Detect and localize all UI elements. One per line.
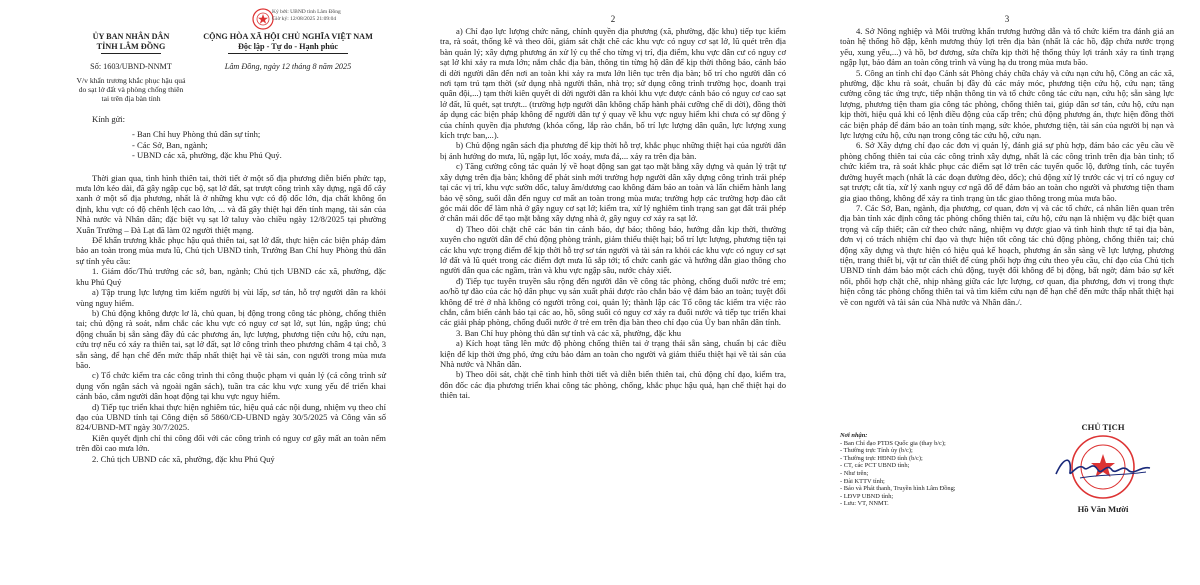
chair-name: Hồ Văn Mười — [1077, 504, 1129, 514]
paragraph: 6. Sở Xây dựng chỉ đạo các đơn vị quản lý, đánh giá sự phù hợp, đảm bảo các yêu cầu về phòng chống thiên tai của các công trình xây dựng, nhất là các công trình trên địa bàn tỉnh; tổ chức kiểm tra, rà soát khắc phục các điểm sạt lở trên các tuyến quốc lộ, đường tỉnh, các tuyến đường huyết mạch (nhất là các đoạn đường đèo, dốc); chủ động xử lý trước các vị trí có nguy cơ sạt trượt; cắt tỉa, xử lý xanh nguy cơ ngã đổ để đảm bảo an toàn cho người và phương tiện tham gia giao thông, không để xảy ra tình trạng ùn tắc giao thông trong mùa mưa bão. — [840, 140, 1174, 203]
signed-by: Ký bởi: UBND tỉnh Lâm Đồng — [272, 9, 341, 15]
section-heading: 1. Giám đốc/Thủ trưởng các sở, ban, ngành; Chủ tịch UBND các xã, phường, đặc khu Phú Quý — [76, 266, 386, 287]
nation-underline — [228, 53, 348, 54]
recipient-1: - Ban Chỉ huy Phòng thủ dân sự tỉnh; — [132, 129, 261, 140]
nation-block — [194, 32, 382, 72]
agency-line-2: TỈNH LÂM ĐỒNG — [96, 42, 166, 51]
paragraph: a) Kích hoạt tăng lên mức độ phòng chống thiên tai ở trạng thái sẵn sàng, chuẩn bị các điều kiện để kịp thời ứng phó, ứng cứu bảo đảm an toàn cho người và giảm thiểu thiệt hại về tài sản của Nhà nước và Nhân dân. — [440, 338, 786, 369]
document-number: Số: 1603/UBND-NNMT — [90, 62, 172, 71]
noi-nhan-title: Nơi nhận: — [840, 432, 868, 439]
recipient-2: - Các Sở, Ban, ngành; — [132, 139, 208, 150]
paragraph: b) Chủ động ngân sách địa phương để kịp thời hỗ trợ, khắc phục những thiệt hại của người dân bị ảnh hưởng do mưa, lũ, ngập lụt, lốc xoáy, mưa đá,... xảy ra trên địa bàn. — [440, 140, 786, 161]
paragraph: a) Tập trung lực lượng tìm kiếm người bị vùi lấp, sơ tán, hỗ trợ người dân ra khỏi vùng nguy hiểm. — [76, 287, 386, 308]
document-date: Lâm Đồng, ngày 12 tháng 8 năm 2025 — [224, 62, 352, 71]
agency-line-1: ỦY BAN NHÂN DÂN — [92, 32, 170, 41]
paragraph: Để khẩn trương khắc phục hậu quả thiên tai, sạt lở đất, thực hiện các biện pháp đảm bảo an toàn trong mùa mưa lũ, Chủ tịch UBND tỉnh, Trưởng Ban Chỉ huy Phòng thủ dân sự tỉnh yêu cầu: — [76, 235, 386, 266]
paragraph: a) Chỉ đạo lực lượng chức năng, chính quyền địa phương (xã, phường, đặc khu) tiếp tục kiểm tra, rà soát, thống kê và theo dõi, giám sát chặt chẽ các khu vực có nguy cơ sạt lở, lũ quét trên địa bàn quản lý; xây dựng phương án xử lý cụ thể cho từng vị trí, địa điểm, khu vực dân cư có nguy cơ sạt lở khi xảy ra mưa lớn; nắm chắc địa bàn, thông tin từng hộ dân để kịp thời thông báo, cảnh báo di dời người dân đến nơi an toàn khi xảy ra mưa lớn liên tục trên địa bàn; bố trí cho người dân có nơi tạm trú tạm thời (sử dụng nhà người thân, nhà trọ; sử dụng công trình trường học, doanh trại quân đội,...) tạm thời kiên quyết di dời người dân ra khỏi khu vực được cảnh báo có nguy cơ cao sạt lở đất, lũ quét, sạt trượt... (trường hợp người dân không chấp hành phải cưỡng chế di dời), đồng thời áp dụng các biện pháp không để người dân tự ý quay về khu vực nguy hiểm khi chưa có sự đồng ý của chính quyền địa phương (khóa cổng, lắp rào chắn, bố trí lực lượng dân quân, lực lượng xung kích trực ban,...). — [440, 26, 786, 141]
noi-nhan-block — [840, 432, 1030, 508]
page-number: 3 — [1004, 14, 1010, 24]
paragraph: 7. Các Sở, Ban, ngành, địa phương, cơ quan, đơn vị và các tổ chức, cá nhân liên quan trên địa bàn tỉnh xác định công tác phòng chống thiên tai, cứu hộ, cứu nạn là nhiệm vụ đặc biệt quan trọng và cấp thiết; căn cứ theo chức năng, nhiệm vụ được giao và tình hình thực tế tại địa bàn, đơn vị có trách nhiệm chỉ đạo và thực hiện tốt công tác chủ động phòng, chống thiên tai; chủ động xây dựng và thực hiện có hiệu quả kế hoạch, phương án sẵn sàng về lực lượng, phương tiện, trang thiết bị, vật tư cần thiết để củng phối hợp ứng cứu theo yêu cầu, chỉ đạo của Chủ tịch UBND tỉnh đảm bảo một cách chủ động, tuyệt đối không để bị động, bất ngờ; đảm bảo sự kết nối, phối hợp chặt chẽ, nhịp nhàng giữa các lực lượng, cơ quan, địa phương, đơn vị trong thực hiện công tác phòng chống thiên tai và tìm kiếm cứu nạn để hạn chế đến mức thấp nhất thiệt hại về con người và tài sản của Nhà nước và Nhân dân./. — [840, 202, 1174, 307]
section-heading: 3. Ban Chỉ huy phòng thủ dân sự tỉnh và các xã, phường, đặc khu — [456, 327, 682, 338]
official-seal — [1070, 434, 1136, 500]
paragraph: Thời gian qua, tình hình thiên tai, thời tiết ở một số địa phương diễn biến phức tạp, mưa lớn kéo dài, đã gây ngập cục bộ, sạt lở đất, sạt trượt công trình xây dựng, ngã đổ cây xanh ở một số địa phương, nhất là ở những khu vực có độ dốc lớn, địa chất không ổn định, khu vực có độ chênh lệch cao lớn, ... và đã gây thiệt hại đến tính mạng, tài sản của Nhà nước và Nhân dân; đặc biệt vụ sạt lở taluy vào chiều ngày 12/8/2025 tại phường Xuân Trường – Đà Lạt đã làm 02 người thiệt mạng. — [76, 172, 386, 235]
section-heading: 2. Chủ tịch UBND các xã, phường, đặc khu Phú Quý — [92, 453, 275, 464]
page-number: 2 — [610, 14, 616, 24]
paragraph: 4. Sở Nông nghiệp và Môi trường khẩn trương hướng dẫn và tổ chức kiểm tra đánh giá an toàn hệ thống hồ đập, kênh mương thủy lợi trên địa bàn (nhất là các hồ, đập chứa nước trọng yếu, xung yếu,...) và hồ, bơ đương, sửa chữa kịp thời hệ thống thủy lợi tránh xảy ra tình trạng ngập lụt, bảo đảm an toàn công trình và vùng hạ du trong mùa mưa bão. — [840, 26, 1174, 68]
noi-nhan-item: - LĐVP UBND tỉnh; — [840, 492, 894, 500]
noi-nhan-item: - Lưu: VT, NNMT. — [840, 500, 889, 508]
paragraph: d) Theo dõi chặt chẽ các bản tin cảnh báo, dự báo; thông báo, hướng dẫn kịp thời, thường xuyên cho người dân để chủ động phòng tránh, giảm thiểu thiệt hại; bố trí lực lượng, phương tiện tại các khu vực trọng điểm để kịp thời hỗ trợ sơ tán người và tài sản ra khỏi các khu vực có nguy cơ sạt lở đất và lũ quét trong các điểm đợt mưa lũ sắp tới; tổ chức canh gác và hướng dẫn giao thông cho người dân qua các ngầm, tràn và khu vực ngập sâu, nước chảy xiết. — [440, 223, 786, 276]
recipients-block — [76, 114, 386, 161]
paragraph: b) Chủ động không được lơ là, chủ quan, bị động trong công tác phòng, chống thiên tai; chủ động rà soát, nắm chắc các khu vực có nguy cơ sạt lở, sụt lún, ngập úng; chủ động chuẩn bị sẵn sàng đầy đủ các phương án, lực lượng, phương tiện cứu hộ, cứu nạn, cứu trợ nếu có xảy ra thiên tai, sạt lở đất, sạt lở công trình theo phương châm 4 tại chỗ, 3 sẵn sàng, để hạn chế đến mức thấp nhất thiệt hại về tài sản, con người trong mùa mưa bão. — [76, 307, 386, 370]
noi-nhan-item: - Như trên; — [840, 469, 869, 477]
noi-nhan-item: - CT, các PCT UBND tỉnh; — [840, 462, 910, 470]
greeting: Kính gửi: — [92, 114, 126, 124]
paragraph: Kiên quyết định chỉ thi công đối với các công trình có nguy cơ gây mất an toàn nếm trên đồi cao mưa lớn. — [76, 432, 386, 454]
noi-nhan-item: - Ban Chỉ đạo PTDS Quốc gia (thay b/c); — [840, 439, 946, 447]
paragraph: b) Theo dõi sát, chặt chẽ tình hình thời tiết và diễn biến thiên tai, chủ động chỉ đạo, kiểm tra, đôn đốc các địa phương triển khai công tác phòng, chống, khắc phục hậu quả, hạn chế thiệt hại do thiên tai. — [440, 369, 786, 401]
agency-block — [76, 32, 186, 103]
noi-nhan-item: - Thường trực HĐND tỉnh (b/c); — [840, 454, 923, 462]
paragraph: d) Tiếp tục triển khai thực hiện nghiêm túc, hiệu quả các nội dung, nhiệm vụ theo chỉ đạo của UBND tỉnh tại Công điện số 5860/CĐ-UBND ngày 30/5/2025 và Công văn số 824/UBND-MT ngày 30/7/2025. — [76, 401, 386, 433]
paragraph: 5. Công an tỉnh chỉ đạo Cảnh sát Phòng cháy chữa cháy và cứu nạn cứu hộ, Công an các xã, phường, đặc khu rà soát, chuẩn bị đầy đủ các máy móc, phương tiện cứu hộ, cứu nạn; tăng cường công tác ứng trực, tiếp nhận thông tin và tổ chức công tác cứu nạn, cứu hộ; sẵn sàng lực lượng, phương tiện tham gia công tác phòng, chống thiên tai, giúp dân sơ tán, cứu hộ, cứu nạn kịp thời, hiệu quả khi có lệnh điều động của cấp trên; chủ động phương án, thực hiện đồng thời các biện pháp để đảm bảo an toàn tính mạng, sức khỏe, phương tiện, tài sản của người bị nạn và lực lượng cứu hộ, cứu nạn trong công tác cứu hộ, cứu nạn. — [840, 67, 1174, 141]
nation-line-2: Độc lập - Tự do - Hạnh phúc — [237, 42, 339, 51]
document-header — [76, 6, 386, 103]
digital-signature-seal-icon — [252, 8, 274, 30]
paragraph: đ) Tiếp tục tuyên truyền sâu rộng đến người dân về công tác phòng, chống đuối nước trẻ em; ao/hồ tự đào của các hộ dân phục vụ sản xuất phải được rào chắn bảo vệ đảm bảo an toàn; tuyệt đối không để trẻ ở nhà không có người trông coi, quản lý; thành lập các Tổ công tác kiểm tra việc rào chắn, cắm biển cảnh báo tại các ao, hồ, sông suối có nguy cơ xảy ra đuối nước và tiếp tục triển khai các giải pháp phòng, chống đuối nước ở trẻ em trên địa bàn theo chỉ đạo của Ủy ban nhân dân tỉnh. — [440, 275, 786, 328]
noi-nhan-item: - Đài KTTV tỉnh; — [840, 477, 885, 485]
noi-nhan-item: - Báo và Phát thanh, Truyền hình Lâm Đồng; — [840, 485, 956, 493]
handwritten-signature-icon — [1050, 448, 1160, 488]
page-3 — [800, 0, 1200, 585]
chair-title: CHỦ TỊCH — [1081, 422, 1125, 432]
page-1 — [0, 0, 400, 585]
agency-underline — [101, 53, 161, 54]
nation-line-1: CỘNG HÒA XÃ HỘI CHỦ NGHĨA VIỆT NAM — [203, 32, 373, 41]
paragraph: c) Tăng cường công tác quản lý về hoạt động san gạt tạo mặt bằng xây dựng và quản lý trật tự xây dựng trên địa bàn; không để phát sinh mới trường hợp người dân xây dựng công trình trái phép tại các vị trí, khu vực sườn dốc, taluy âm/dương cao không đảm bảo an toàn và lấn chiếm hành lang bảo vệ sông, suối dẫn đến nguy cơ mất an toàn trong mùa mưa; trường hợp các trường hợp đào cắt góc mái dốc để làm nhà ở gây nguy cơ sạt lở; kiểm tra, xử lý nghiêm tình trạng san gạt đất trái phép ở chân mái dốc để tạo mặt bằng xây dựng nhà ở, gây nguy cơ xảy ra sạt lở. — [440, 161, 786, 224]
signature-block — [1028, 422, 1178, 514]
paragraph: c) Tổ chức kiểm tra các công trình thi công thuộc phạm vi quản lý (cả công trình sử dụng vốn ngân sách và ngoài ngân sách), tuần tra các khu vực xung yếu để triển khai cảnh báo, cắm người dân hoạt động tại khu vực nguy hiểm. — [76, 370, 386, 402]
digital-signature-info — [272, 9, 341, 22]
document-subject: V/v khẩn trương khắc phục hậu quả do sạt lở đất và phòng chống thiên tai trên địa bàn tỉnh — [76, 76, 186, 103]
page-2 — [400, 0, 800, 585]
recipient-3: - UBND các xã, phường, đặc khu Phú Quý. — [132, 150, 282, 161]
signed-time: Giờ ký: 12/08/2025 21:09:04 — [272, 15, 337, 22]
noi-nhan-item: - Thường trực Tỉnh ủy (b/c); — [840, 447, 913, 455]
